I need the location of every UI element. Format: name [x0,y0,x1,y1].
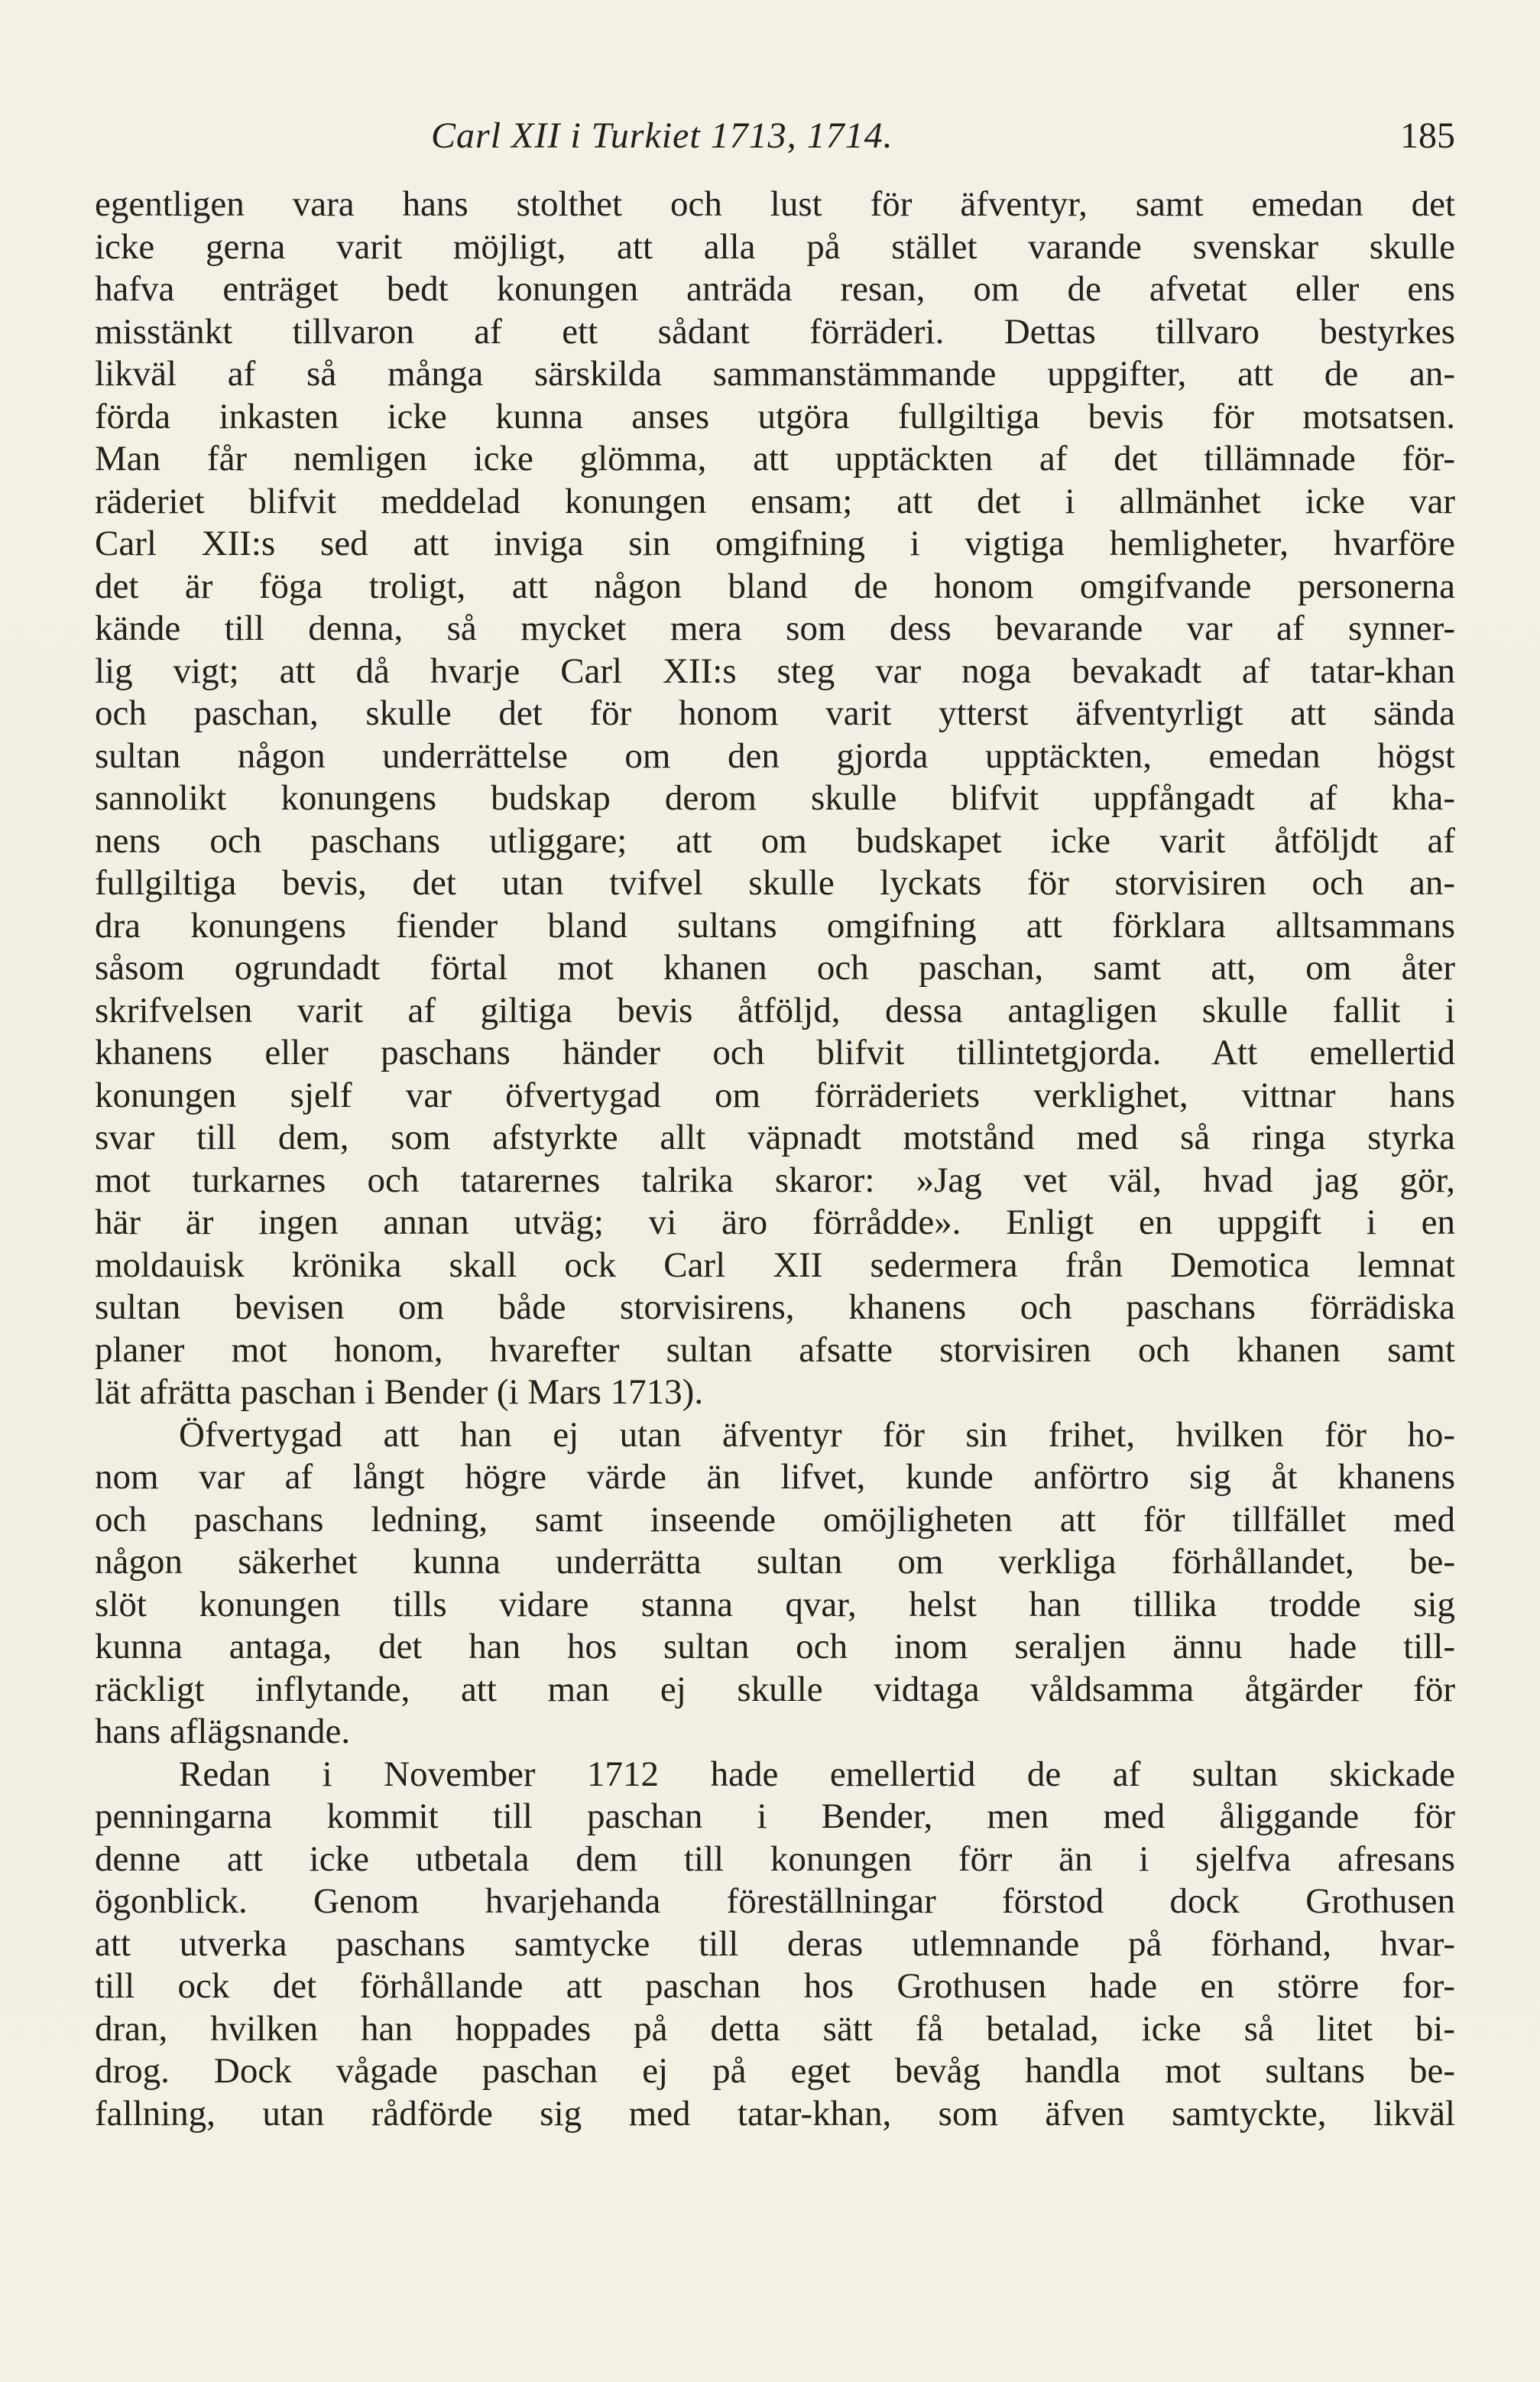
text-line: nens och paschans utliggare; att om budskapet icke varit åtföljdt af [95,820,1455,861]
text-line: Man får nemligen icke glömma, att upptäckten af det tillämnade för- [95,439,1455,479]
text-line: sultan bevisen om både storvisirens, khanens och paschans förrädiska [95,1287,1455,1327]
text-line: nom var af långt högre värde än lifvet, kunde anförtro sig åt khanens [95,1457,1455,1497]
text-line: kunna antaga, det han hos sultan och inom seraljen ännu hade till- [95,1627,1455,1666]
text-line: planer mot honom, hvarefter sultan afsatte storvisiren och khanen samt [95,1329,1455,1370]
text-line: lät afrätta paschan i Bender (i Mars 1713). [95,1372,704,1412]
text-line: kände till denna, så mycket mera som dess bevarande var af synner- [95,608,1455,648]
text-line: moldauisk krönika skall ock Carl XII sedermera från Demotica lemnat [95,1245,1455,1285]
text-line: förda inkasten icke kunna anses utgöra fullgiltiga bevis för motsatsen. [95,396,1455,436]
text-line: drog. Dock vågade paschan ej på eget bevåg handla mot sultans be- [95,2051,1455,2091]
text-line: att utverka paschans samtycke till deras utlemnande på förhand, hvar- [95,1923,1455,1964]
text-line: Redan i November 1712 hade emellertid de af sultan skickade [179,1754,1455,1794]
text-line: fallning, utan rådförde sig med tatar-khan, som äfven samtyckte, likväl [95,2093,1455,2134]
text-line: hafva enträget bedt konungen anträda resan, om de afvetat eller ens [95,269,1455,309]
text-line: slöt konungen tills vidare stanna qvar, helst han tillika trodde sig [95,1584,1455,1624]
text-line: såsom ogrundadt förtal mot khanen och paschan, samt att, om åter [95,948,1455,988]
text-line: lig vigt; att då hvarje Carl XII:s steg var noga bevakadt af tatar-khan [95,651,1455,691]
text-line: dran, hvilken han hoppades på detta sätt få betalad, icke så litet bi- [95,2008,1455,2049]
text-line: och paschan, skulle det för honom varit ytterst äfventyrligt att sända [95,693,1455,733]
text-line: penningarna kommit till paschan i Bender, men med åliggande för [95,1796,1455,1836]
text-line: egentligen vara hans stolthet och lust för äfventyr, samt emedan det [95,184,1455,224]
running-head [95,115,1455,168]
text-line: någon säkerhet kunna underrätta sultan om verkliga förhållandet, be- [95,1542,1455,1582]
page-number: 185 [1400,115,1455,156]
text-line: skrifvelsen varit af giltiga bevis åtföljd, dessa antagligen skulle fallit i [95,990,1455,1030]
text-line: hans aflägsnande. [95,1712,351,1751]
text-line: Carl XII:s sed att inviga sin omgifning i vigtiga hemligheter, hvarföre [95,524,1455,563]
text-line: svar till dem, som afstyrkte allt väpnadt motstånd med så ringa styrka [95,1118,1455,1157]
body-text [95,183,1455,2135]
text-line: här är ingen annan utväg; vi äro förrådde». Enligt en uppgift i en [95,1202,1455,1242]
text-line: och paschans ledning, samt inseende omöjligheten att för tillfället med [95,1499,1455,1540]
text-line: icke gerna varit möjligt, att alla på stället varande svenskar skulle [95,226,1455,267]
text-line: denne att icke utbetala dem till konungen förr än i sjelfva afresans [95,1838,1455,1879]
text-line: räckligt inflytande, att man ej skulle vidtaga våldsamma åtgärder för [95,1669,1455,1709]
text-line: misstänkt tillvaron af ett sådant förräderi. Dettas tillvaro bestyrkes [95,311,1455,352]
text-line: dra konungens fiender bland sultans omgifning att förklara alltsammans [95,905,1455,946]
text-line: till ock det förhållande att paschan hos Grothusen hade en större for- [95,1966,1455,2006]
text-line: likväl af så många särskilda sammanstämmande uppgifter, att de an- [95,354,1455,394]
text-line: Öfvertygad att han ej utan äfventyr för sin frihet, hvilken för ho- [179,1414,1455,1455]
text-line: ögonblick. Genom hvarjehanda föreställningar förstod dock Grothusen [95,1881,1455,1921]
text-line: det är föga troligt, att någon bland de honom omgifvande personerna [95,566,1455,606]
text-line: mot turkarnes och tatarernes talrika skaror: »Jag vet väl, hvad jag gör, [95,1160,1455,1200]
text-line: fullgiltiga bevis, det utan tvifvel skulle lyckats för storvisiren och an- [95,863,1455,903]
text-line: sannolikt konungens budskap derom skulle blifvit uppfångadt af kha- [95,778,1455,818]
text-line: khanens eller paschans händer och blifvit tillintetgjorda. Att emellertid [95,1033,1455,1073]
text-line: sultan någon underrättelse om den gjorda upptäckten, emedan högst [95,735,1455,776]
text-line: räderiet blifvit meddelad konungen ensam; att det i allmänhet icke var [95,481,1455,521]
running-title: Carl XII i Turkiet 1713, 1714. [431,115,893,156]
text-line: konungen sjelf var öfvertygad om förräderiets verklighet, vittnar hans [95,1075,1455,1115]
